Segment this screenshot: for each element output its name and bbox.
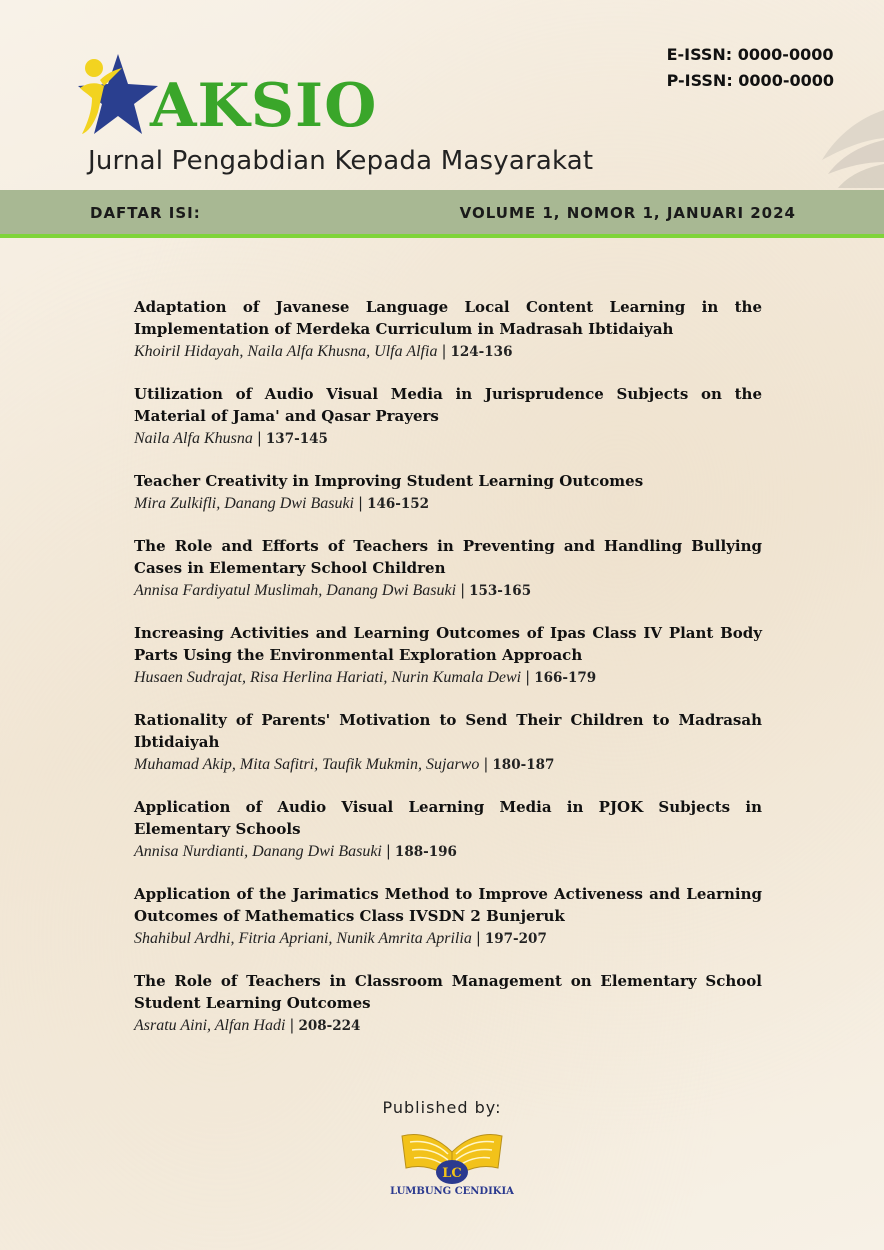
separator: | bbox=[256, 429, 262, 447]
article-meta bbox=[134, 927, 762, 950]
toc-heading: DAFTAR ISI: bbox=[90, 204, 201, 222]
article-pages: 180-187 bbox=[492, 757, 555, 773]
article-title[interactable]: Adaptation of Javanese Language Local Content Learning in the Implementation of Merdeka Curriculum in Madrasah Ibtidaiyah bbox=[134, 298, 762, 338]
separator: | bbox=[289, 1016, 295, 1034]
separator: | bbox=[525, 668, 531, 686]
article-meta bbox=[134, 579, 762, 602]
separator: | bbox=[483, 755, 489, 773]
pissn: P-ISSN: 0000-0000 bbox=[666, 71, 834, 90]
article-title[interactable]: Application of Audio Visual Learning Media in PJOK Subjects in Elementary Schools bbox=[134, 798, 762, 838]
article-meta bbox=[134, 492, 762, 515]
eissn: E-ISSN: 0000-0000 bbox=[666, 45, 834, 64]
toc-entry[interactable] bbox=[134, 383, 762, 450]
article-meta bbox=[134, 340, 762, 363]
toc-entry[interactable] bbox=[134, 470, 762, 515]
separator: | bbox=[358, 494, 364, 512]
publisher-name: LUMBUNG CENDIKIA bbox=[390, 1186, 514, 1197]
volume-info: VOLUME 1, NOMOR 1, JANUARI 2024 bbox=[459, 204, 796, 222]
article-meta bbox=[134, 753, 762, 776]
toc-entry[interactable] bbox=[134, 296, 762, 363]
article-meta bbox=[134, 666, 762, 689]
journal-logo-text: AKSIO bbox=[150, 71, 378, 141]
toc-entry[interactable] bbox=[134, 535, 762, 602]
toc-band bbox=[0, 190, 884, 238]
article-meta bbox=[134, 840, 762, 863]
article-title[interactable]: The Role of Teachers in Classroom Management on Elementary School Student Learning Outcomes bbox=[134, 972, 762, 1012]
article-authors: Shahibul Ardhi, Fitria Apriani, Nunik Amrita Aprilia bbox=[134, 930, 472, 947]
issn-block bbox=[667, 42, 834, 94]
toc-entry[interactable] bbox=[134, 709, 762, 776]
star-logo-icon bbox=[74, 52, 158, 136]
article-authors: Husaen Sudrajat, Risa Herlina Hariati, Nurin Kumala Dewi bbox=[134, 669, 522, 686]
toc-entry[interactable] bbox=[134, 970, 762, 1037]
article-pages: 124-136 bbox=[450, 344, 513, 360]
article-authors: Muhamad Akip, Mita Safitri, Taufik Mukmin, Sujarwo bbox=[134, 756, 480, 773]
article-authors: Naila Alfa Khusna bbox=[134, 430, 253, 447]
toc-entry[interactable] bbox=[134, 622, 762, 689]
article-pages: 166-179 bbox=[534, 670, 597, 686]
journal-header bbox=[0, 0, 884, 190]
article-title[interactable]: Increasing Activities and Learning Outcomes of Ipas Class IV Plant Body Parts Using the Environmental Exploration Approach bbox=[134, 624, 762, 664]
article-authors: Annisa Nurdianti, Danang Dwi Basuki bbox=[134, 843, 382, 860]
toc-entry[interactable] bbox=[134, 883, 762, 950]
article-pages: 146-152 bbox=[367, 496, 430, 512]
article-title[interactable]: Teacher Creativity in Improving Student Learning Outcomes bbox=[134, 472, 644, 490]
decorative-leaf-icon bbox=[814, 100, 884, 190]
publisher-initials: LC bbox=[442, 1166, 462, 1181]
separator: | bbox=[385, 842, 391, 860]
separator: | bbox=[441, 342, 447, 360]
article-authors: Mira Zulkifli, Danang Dwi Basuki bbox=[134, 495, 354, 512]
article-title[interactable]: Utilization of Audio Visual Media in Jurisprudence Subjects on the Material of Jama' and Qasar Prayers bbox=[134, 385, 762, 425]
article-pages: 153-165 bbox=[469, 583, 532, 599]
journal-subtitle: Jurnal Pengabdian Kepada Masyarakat bbox=[88, 146, 594, 176]
article-pages: 208-224 bbox=[298, 1018, 361, 1034]
table-of-contents bbox=[134, 296, 762, 1057]
published-by-label: Published by: bbox=[382, 1098, 502, 1117]
article-pages: 137-145 bbox=[265, 431, 328, 447]
article-title[interactable]: The Role and Efforts of Teachers in Preventing and Handling Bullying Cases in Elementary School Children bbox=[134, 537, 762, 577]
article-authors: Asratu Aini, Alfan Hadi bbox=[134, 1017, 286, 1034]
article-pages: 188-196 bbox=[394, 844, 457, 860]
article-title[interactable]: Rationality of Parents' Motivation to Send Their Children to Madrasah Ibtidaiyah bbox=[134, 711, 762, 751]
article-title[interactable]: Application of the Jarimatics Method to Improve Activeness and Learning Outcomes of Mathematics Class IVSDN 2 Bunjeruk bbox=[134, 885, 762, 925]
article-meta bbox=[134, 1014, 762, 1037]
article-authors: Annisa Fardiyatul Muslimah, Danang Dwi Basuki bbox=[134, 582, 457, 599]
article-meta bbox=[134, 427, 762, 450]
article-pages: 197-207 bbox=[484, 931, 547, 947]
article-authors: Khoiril Hidayah, Naila Alfa Khusna, Ulfa Alfia bbox=[134, 343, 438, 360]
separator: | bbox=[460, 581, 466, 599]
separator: | bbox=[475, 929, 481, 947]
toc-entry[interactable] bbox=[134, 796, 762, 863]
